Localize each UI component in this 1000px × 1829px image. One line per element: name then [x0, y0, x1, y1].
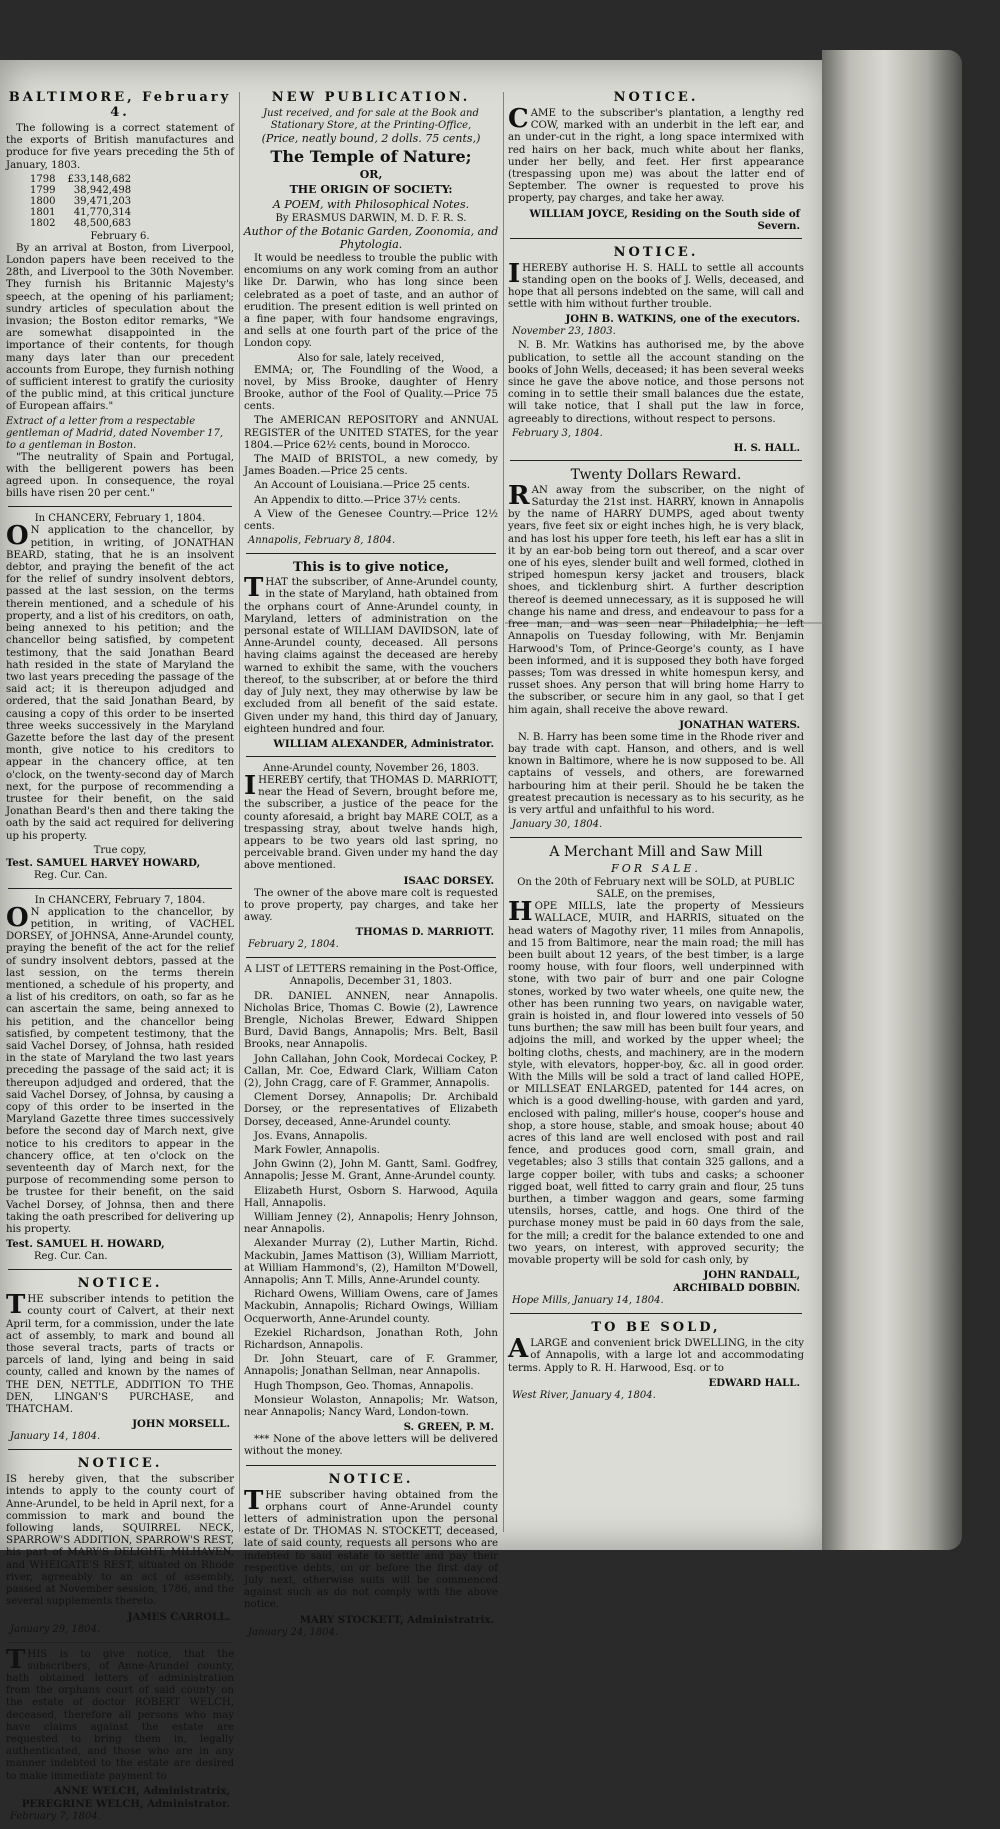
notice-signer: PEREGRINE WELCH, Administrator. — [21, 1797, 230, 1810]
notice-signer: JAMES CARROLL. — [127, 1610, 230, 1623]
notice-body: THAT the subscriber, of Anne-Arundel county, in the state of Maryland, hath obtained from the orphans court of Anne-Arundel county, in Maryland, letters of administration on the personal estate of WILLIAM DAVIDSON, late of Anne-Arundel county, deceased. All persons having claims against the deceased are hereby warned to exhibit the same, with the vouchers thereof, to the subscriber, at or before the third day of July next, they may otherwise by law be excluded from all benefit of the said estate. Given under my hand, this third day of January, eighteen hundred and four. — [244, 573, 498, 735]
divider — [246, 1465, 496, 1466]
list-item: DR. DANIEL ANNEN, near Annapolis. Nicholas Brice, Thomas C. Bowie (2), Lawrence Brengle, Nicholas Brewer, Edward Shippen Burd, David Bangs, Annapolis; Mrs. Belt, Basil Brooks, near Annapolis. — [244, 990, 498, 1051]
notice-body: IS hereby given, that the subscriber intends to apply to the county court of Anne-Arundel, to be held in April next, for a commission to mark and bound the following lands, SQUIRREL NECK, SPARROW'S ADDITION, SPARROW'S REST, his part of MARY'S DELIGHT, MILHAVEN, and WHEIGATE'S REST, situated on Rhode river, agreeably to an act of assembly, passed at November session, 1786, and the several supplements thereto. — [6, 1474, 234, 1608]
notice-signer: H. S. HALL. — [733, 441, 800, 454]
book-appendix: An Appendix to ditto.—Price 37½ cents. — [254, 494, 461, 506]
notice-body: CAME to the subscriber's plantation, a lengthy red COW, marked with an underbit in the left ear, and an under-cut in the right, a long space intermixed with red hairs on her back, much white about her flanks, under her belly, and feet. Her first appearance (trespassing upon me) was about the latter end of September. The owner is requested to prove his property, pay charges, and take her away. — [508, 104, 804, 205]
reg-title: Reg. Cur. Can. — [34, 869, 108, 881]
chancery-beard — [4, 513, 236, 881]
notice-nb: N. B. Mr. Watkins has authorised me, by the above publication, to settle all the account standing on the books of John Wells, deceased; it has been several weeks since he gave the above notice, and those persons not coming in to settle their small balances due the estate, will take notice, that I shall put the law in force, agreeably to directions, without respect to persons. — [508, 340, 804, 425]
extract-heading: Extract of a letter from a respectable gentleman of Madrid, dated November 17, to a gentleman in Boston. — [6, 415, 224, 451]
column-divider — [503, 92, 504, 1532]
book-louisiana: An Account of Louisiana.—Price 25 cents. — [254, 480, 471, 492]
reward-notice — [506, 467, 806, 831]
reg-title: Reg. Cur. Can. — [34, 1251, 108, 1263]
notice-watkins — [506, 245, 806, 454]
baltimore-news — [4, 90, 236, 500]
mill-for-sale — [506, 844, 806, 1307]
book-or: OR, — [359, 168, 383, 181]
notice-mare-colt — [242, 763, 500, 951]
new-publication — [242, 90, 500, 547]
book-repository: The AMERICAN REPOSITORY and ANNUAL REGISTER of the UNITED STATES, for the year 1804.—Price 62½ cents, bound in Morocco. — [244, 415, 498, 451]
notice-carroll — [4, 1456, 236, 1635]
mare-owner: The owner of the above mare colt is requested to prove property, pay charges, and take her away. — [244, 887, 498, 923]
list-item: Ezekiel Richardson, Jonathan Roth, John Richardson, Annapolis. — [244, 1327, 498, 1352]
mare-body: IHEREBY certify, that THOMAS D. MARRIOTT, near the Head of Severn, brought before me, the subscriber, a justice of the peace for the county aforesaid, a bright bay MARE COLT, as a trespassing stray, about twelve hands high, appears to be two years old last spring, no perceivable brand. Given under my hand the day above mentioned. — [244, 770, 498, 872]
mill-signer: ARCHIBALD DOBBIN. — [673, 1282, 800, 1295]
publication-price: (Price, neatly bound, 2 dolls. 75 cents,) — [261, 132, 481, 145]
divider — [8, 1642, 232, 1643]
book-title: The Temple of Nature; — [270, 147, 472, 166]
book-maid: The MAID of BRISTOL, a new comedy, by James Boaden.—Price 25 cents. — [244, 454, 498, 478]
list-item: John Gwinn (2), John M. Gantt, Saml. Godfrey, Annapolis; Jesse M. Grant, Anne-Arundel county. — [244, 1159, 498, 1183]
divider — [510, 460, 802, 461]
column-divider — [239, 92, 240, 1532]
sold-date: West River, January 4, 1804. — [512, 1389, 656, 1401]
exports-intro: The following is a correct statement of the exports of British manufactures and produce for five years preceding the 5th of January, 1803. — [6, 123, 234, 171]
book-author: By ERASMUS DARWIN, M. D. F. R. S. — [275, 213, 467, 224]
justice-signer: ISAAC DORSEY. — [403, 874, 494, 887]
notice-heading: NOTICE. — [77, 1456, 163, 1472]
divider — [510, 238, 802, 239]
divider — [246, 553, 496, 554]
list-item: Mark Fowler, Annapolis. — [254, 1144, 380, 1156]
neutrality-paragraph: "The neutrality of Spain and Portugal, with the belligerent powers has been agreed upon. In consequence, the royal bills have risen 20 per cent." — [6, 451, 234, 500]
exports-table — [24, 174, 137, 229]
notice-heading: NOTICE. — [613, 244, 699, 260]
book-emma: EMMA; or, The Foundling of the Wood, a novel, by Miss Brooke, daughter of Henry Brooke, author of the Fool of Quality.—Price 75 cents. — [244, 364, 498, 413]
mill-date: Hope Mills, January 14, 1804. — [512, 1295, 664, 1307]
notice-signer: WILLIAM ALEXANDER, Administrator. — [273, 737, 494, 750]
divider — [246, 756, 496, 757]
notice-signer: MARY STOCKETT, Administratrix. — [299, 1613, 494, 1626]
notice-body: THE subscriber intends to petition the county court of Calvert, at their next April term, for a commission, under the late act of assembly, to mark and bound all those several tracts, parts of tracts or parcels of land, lying and being in said county, called and known by the names of THE DEN, NETTLE, ADDITION TO THE DEN, LINGAN'S PURCHASE, and THATCHAM. — [6, 1290, 234, 1416]
publication-body: It would be needless to trouble the public with encomiums on any work coming from an author like Dr. Darwin, who has long since been celebrated as a poet of taste, and an author of erudition. The present edition is well printed on a fine paper, with four handsome engravings, and sells at one fourth part of the price of the London copy. — [244, 253, 498, 350]
list-item: Alexander Murray (2), Luther Martin, Richd. Mackubin, James Mattison (3), William Marriott, at William Hammond's, (2), Hamilton M'Dowell, Annapolis; Ann T. Mills, Anne-Arundel county. — [244, 1238, 498, 1287]
feb6-dateline: February 6. — [90, 230, 150, 242]
notice-body: THIS is to give notice, that the subscribers, of Anne-Arundel county, hath obtained letters of administration from the orphans court of said county on the estate of doctor ROBERT WELCH, deceased, therefore all persons who may have claims against the estate are requested to bring them in, legally authenticated, and those who are in any manner indebted to the estate are desired to make immediate payment to — [6, 1644, 234, 1782]
divider — [8, 1269, 232, 1270]
notice-date: January 29, 1804. — [10, 1623, 101, 1635]
divider — [510, 837, 802, 838]
divider — [246, 957, 496, 958]
reward-signer: JONATHAN WATERS. — [679, 718, 800, 731]
also-for-sale: Also for sale, lately received, — [297, 352, 445, 364]
publication-date: Annapolis, February 8, 1804. — [248, 535, 396, 547]
letters-note: *** None of the above letters will be delivered without the money. — [244, 1434, 498, 1458]
column-1 — [4, 88, 236, 1829]
arrival-paragraph: By an arrival at Boston, from Liverpool, London papers have been received to the 28th, and Liverpool to the 30th November. They furnish his Britannic Majesty's speech, at the opening of his parliament; sundry articles of speculation about the invasion; the Boston editor remarks, "We are somewhat disappointed in the importance of their contents, for though many days later than our precedent accounts from Europe, they furnish nothing of sufficient interest to gratify the curiosity of the public mind, at this critical juncture of European affairs." — [6, 242, 234, 413]
chancery-dateline: In CHANCERY, February 1, 1804. — [34, 513, 206, 525]
book-genesee: A View of the Genesee Country.—Price 12½ cents. — [244, 508, 498, 533]
notice-welch — [4, 1644, 236, 1823]
table-row: 1800 39,471,203 — [30, 195, 132, 207]
mare-signer: THOMAS D. MARRIOTT. — [355, 926, 494, 939]
reward-heading: Twenty Dollars Reward. — [570, 466, 742, 483]
notice-date: February 3, 1804. — [512, 427, 603, 439]
notice-date: November 23, 1803. — [512, 326, 616, 338]
table-row: 1802 48,500,683 — [30, 217, 132, 229]
reward-nb: N. B. Harry has been some time in the Rhode river and bay trade with capt. Hanson, and others, and is well known in Baltimore, where he is now supposed to be. All captains of vessels, and others, are forewarned harbouring him at their peril. Should he be taken the greatest precaution is necessary as to his security, as he is very artful and unfaithful to his word. — [508, 731, 804, 816]
chancery-dateline: In CHANCERY, February 7, 1804. — [34, 894, 206, 906]
notice-signer: WILLIAM JOYCE, Residing on the South side of Severn. — [529, 207, 800, 232]
chancery-body: ON application to the chancellor, by petition, in writing, of VACHEL DORSEY, of JOHNSA, Anne-Arundel county, praying the benefit of the act for the relief of sundry insolvent debtors, passed at the last session, on the terms therein mentioned, a schedule of his property, and a list of his creditors, on oath, so far as he can ascertain the same, being annexed to his petition, and the chancellor being satisfied, by competent testimony, that the said Vachel Dorsey, of Johnsa, hath resided in the state of Maryland the two last years preceding the passage of the said act; it is thereupon adjudged and ordered, that the said Vachel Dorsey, of Johnsa, by causing a copy of this order to be inserted in the Maryland Gazette three times successively before the second day of March next, give notice to his creditors to appear in the chancery office, at ten o'clock on the seventeenth day of March next, for the purpose of recommending some person to be trustee for their benefit, on the said Vachel Dorsey, of Johnsa, then and there taking the oath prescribed for delivering up his property. — [6, 902, 234, 1236]
divider — [510, 1313, 802, 1314]
list-item: John Callahan, John Cook, Mordecai Cockey, P. Callan, Mr. Coe, Edward Clark, William Caton (2), John Cragg, care of F. Grammer, Annapolis. — [244, 1053, 498, 1089]
list-item: Clement Dorsey, Annapolis; Dr. Archibald Dorsey, or the representatives of Elizabeth Dorsey, deceased, Anne-Arundel county. — [244, 1092, 498, 1128]
notice-body: IHEREBY authorise H. S. HALL to settle all accounts standing open on the books of J. Wells, deceased, and hope that all persons indebted on the same, will call and settle with him without further trouble. — [508, 258, 804, 311]
notice-morsell — [4, 1276, 236, 1443]
baltimore-dateline: BALTIMORE, February 4. — [8, 90, 232, 120]
dwelling-for-sale — [506, 1320, 806, 1402]
table-row: 1798 £33,148,682 — [30, 173, 132, 185]
table-row: 1799 38,942,498 — [30, 184, 132, 196]
mare-dateline: Anne-Arundel county, November 26, 1803. — [263, 762, 479, 774]
mare-date: February 2, 1804. — [248, 939, 339, 951]
notice-date: January 14, 1804. — [10, 1431, 101, 1443]
reward-body: RAN away from the subscriber, on the night of Saturday the 21st inst. HARRY, known in Annapolis by the name of HARRY DUMPS, aged about twenty years, five feet six or eight inches high, he is very black, and has lost his upper fore teeth, his left ear has a slit in it by an ear-bob being torn out thereof, and a scar over one of his eyes, slender built and well formed, clothed in striped homespun kersy jacket and trousers, black shoes, and ticklenburg shirt. A further description thereof is deemed unnecessary, as it is supposed he will change his name and dress, and endeavour to pass for a free man, and was seen near Philadelphia; he left Annapolis on Tuesday following, with Mr. Benjamin Harwood's Tom, of Prince-George's county, as I have been informed, and it is supposed they both have forged passes; Tom was dressed in white homespun kersy, and russet shoes. Any person that will bring home Harry to the subscriber, or secure him in any gaol, so that I get him again, shall receive the above reward. — [508, 480, 804, 716]
list-item: Monsieur Wolaston, Annapolis; Mr. Watson, near Annapolis; Nancy Ward, London-town. — [244, 1394, 498, 1419]
book-binding-edge — [822, 50, 962, 1550]
notice-heading: NOTICE. — [613, 90, 699, 105]
notice-signer: JOHN MORSELL. — [132, 1418, 230, 1431]
publication-heading: NEW PUBLICATION. — [271, 90, 471, 105]
notice-date: January 24, 1804. — [248, 1626, 339, 1638]
mill-heading: A Merchant Mill and Saw Mill — [549, 844, 763, 861]
chancery-dorsey — [4, 895, 236, 1263]
notice-body: THE subscriber having obtained from the orphans court of Anne-Arundel county letters of administration upon the personal estate of Dr. THOMAS N. STOCKETT, deceased, late of said county, requests all persons who are indebted to said estate to settle and pay their respective debts, on or before the first day of July next, otherwise suits will be commenced against such as do not comply with the above notice. — [244, 1485, 498, 1611]
table-row: 1801 41,770,314 — [30, 206, 132, 218]
test-signature: Test. SAMUEL H. HOWARD, — [6, 1238, 165, 1251]
notice-heading: NOTICE. — [77, 1276, 163, 1292]
notice-cow — [506, 90, 806, 232]
list-item: Elizabeth Hurst, Osborn S. Harwood, Aquila Hall, Annapolis. — [244, 1185, 498, 1209]
notice-davidson — [242, 560, 500, 750]
mill-forsale: FOR SALE. — [611, 862, 701, 876]
list-item: William Jenney (2), Annapolis; Henry Johnson, near Annapolis. — [244, 1212, 498, 1236]
book-subtitle: THE ORIGIN OF SOCIETY: — [289, 183, 453, 196]
list-item: Jos. Evans, Annapolis. — [254, 1130, 368, 1142]
notice-date: February 7, 1804. — [10, 1810, 101, 1822]
sold-heading: TO BE SOLD, — [591, 1320, 721, 1336]
test-signature: Test. SAMUEL HARVEY HOWARD, — [6, 856, 201, 869]
sold-signer: EDWARD HALL. — [708, 1376, 800, 1389]
column-3 — [506, 88, 806, 1408]
postmaster-signer: S. GREEN, P. M. — [403, 1421, 494, 1434]
truecopy: True copy, — [93, 844, 147, 856]
publication-intro: Just received, and for sale at the Book and Stationary Store, at the Printing-Office, — [263, 108, 479, 131]
letters-heading: A LIST of LETTERS remaining in the Post-Office, Annapolis, December 31, 1803. — [244, 964, 498, 988]
divider — [8, 888, 232, 889]
list-item: Hugh Thompson, Geo. Thomas, Annapolis. — [254, 1380, 474, 1392]
letters-list — [242, 964, 500, 1459]
divider — [8, 1449, 232, 1450]
mill-body: HOPE MILLS, late the property of Messieurs WALLACE, MUIR, and HARRIS, situated on the head waters of Magothy river, 11 miles from Annapolis, and 15 from Baltimore, near the main road; the mill has been built about 12 years, of the best timber, is a large roomy house, with four floors, well underpinned with stone, with two pair of burr and one pair Cologne stones, worked by two water wheels, one quite new, the other has been running two years, on navigable water, grain is hoisted in, and flour lowered into vessels of 50 tuns burthen; the saw mill has been built four years, and adjoins the mill, and worked by the upper wheel; the bolting cloths, chests, and machinery, are in the modern style, with elevators, hopper-boy, &c. all in good order. With the Mills will be sold a tract of land called HOPE, or MILLSEAT ENLARGED, patented for 144 acres, on which is a good dwelling-house, with garden and yard, enclosed with paling, miller's house, cooper's house and shop, a store house, stable, and smoak house; about 40 acres of this land are well enclosed with post and rail fence, and produces good corn, small grain, and vegetables; also 3 stills that contain 325 gallons, and a large copper boiler, with tubs and casks; a schooner rigged boat, well fitted to carry grain and flour, 25 tuns burthen, a timber waggon and gears, some farming utensils, horses, cattle, and hogs. One third of the purchase money must be paid in 60 days from the sale, for the mill; a credit for the balance extended to one and two years, on interest, with approved security; the movable property will be sold for cash only, by — [508, 897, 804, 1267]
list-item: Richard Owens, William Owens, care of James Mackubin, Annapolis; Richard Owings, William Ocquerworth, Anne-Arundel county. — [244, 1289, 498, 1325]
sold-body: ALARGE and convenient brick DWELLING, in the city of Annapolis, with a large lot and accommodating terms. Apply to R. H. Harwood, Esq. or to — [508, 1334, 804, 1374]
notice-heading: This is to give notice, — [292, 560, 450, 576]
notice-signer: JOHN B. WATKINS, one of the executors. — [565, 313, 800, 326]
chancery-body: ON application to the chancellor, by petition, in writing, of JONATHAN BEARD, stating, that he is an insolvent debtor, and praying the benefit of the act for the relief of sundry insolvent debtors, passed at the last session, on the terms therein mentioned, and a schedule of his property, and a list of his creditors, on oath, being annexed to his petition; and the chancellor being satisfied, by competent testimony, that the said Jonathan Beard hath resided in the state of Maryland the two last years preceding the passage of the said act; it is thereupon adjudged and ordered, that the said Jonathan Beard, by causing a copy of this order to be inserted three weeks successively in the Maryland Gazette before the last day of the present month, give notice to his creditors to appear in the chancery office, at ten o'clock, on the twenty-second day of March next, for the purpose of recommending a trustee for their benefit, on the said Jonathan Beard's then and there taking the oath by the said act required for delivering up his property. — [6, 521, 234, 842]
notice-stockett — [242, 1472, 500, 1639]
column-2 — [242, 88, 500, 1645]
notice-heading: NOTICE. — [328, 1471, 414, 1487]
mill-signer: JOHN RANDALL, — [703, 1269, 800, 1282]
reward-date: January 30, 1804. — [512, 819, 603, 831]
book-author-of: Author of the Botanic Garden, Zoonomia, and Phytologia. — [243, 225, 499, 251]
book-poem: A POEM, with Philosophical Notes. — [272, 198, 470, 211]
mill-intro: On the 20th of February next will be SOLD, at PUBLIC SALE, on the premises, — [517, 877, 795, 901]
notice-signer: ANNE WELCH, Administratrix, — [54, 1784, 230, 1797]
list-item: Dr. John Steuart, care of F. Grammer, Annapolis; Jonathan Sellman, near Annapolis. — [244, 1354, 498, 1378]
divider — [8, 506, 232, 507]
